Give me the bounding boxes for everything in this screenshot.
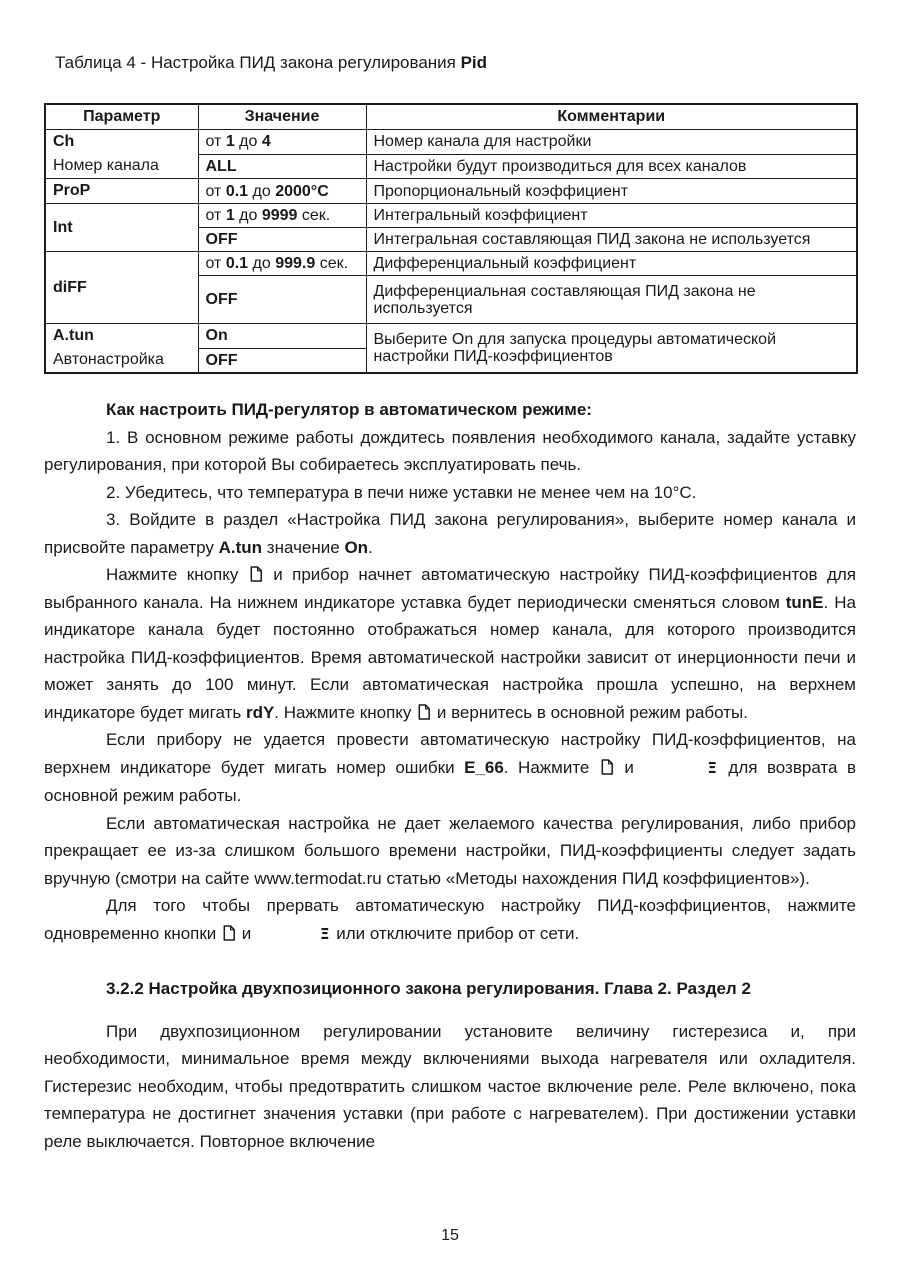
para-error: Если прибору не удается провести автоматическую настройку ПИД-коэффициентов, на верхнем индикаторе будет мигать номер ошибки E_66. Нажмите и Ξ для возврата в основной режим работы.: [44, 730, 856, 805]
param-diff-cell: [45, 252, 198, 324]
howto-heading: Как настроить ПИД-регулятор в автоматическом режиме:: [106, 400, 592, 419]
section-heading: 3.2.2 Настройка двухпозиционного закона регулирования. Глава 2. Раздел 2: [106, 979, 751, 998]
comment-cell: Интегральный коэффициент: [366, 204, 857, 228]
page-button-icon: [418, 704, 430, 720]
para-manual: Если автоматическая настройка не дает желаемого качества регулирования, либо прибор прекращает ее из-за слишком большого времени настройки, ПИД-коэффициенты следует задать вручную (смотри на сайте www.termodat.ru статью «Методы нахождения ПИД коэффициентов»).: [44, 813, 856, 888]
menu-button-icon: Ξ: [319, 924, 330, 943]
para-autotune: Нажмите кнопку и прибор начнет автоматическую настройку ПИД-коэффициентов для выбранного канала. На нижнем индикаторе уставка будет периодически сменяться словом tunE. На индикаторе канала будет постоянно отображаться номер канала, для которого производится настройка ПИД-коэффициентов. Время автоматической настройки зависит от инерционности печи и может занять до 100 минут. Если автоматическая настройка прошла успешно, на верхнем индикаторе будет мигать rdY. Нажмите кнопку и вернитесь в основной режим работы.: [44, 565, 857, 722]
page-number: 15: [441, 1227, 459, 1244]
page-button-icon: [223, 925, 235, 941]
value-cell: ALL: [198, 154, 366, 179]
param-label: Номер канала: [53, 157, 159, 174]
value-cell: OFF: [198, 276, 366, 324]
comment-cell: Выберите On для запуска процедуры автоматической настройки ПИД-коэффициентов: [366, 324, 857, 374]
col-header-value: Значение: [198, 104, 366, 130]
table-row: [45, 324, 857, 349]
table-row: [45, 179, 857, 204]
param-int-cell: [45, 204, 198, 252]
table-header-row: [45, 104, 857, 130]
value-cell: от 1 до 9999 сек.: [198, 204, 366, 228]
param-name: Ch: [53, 133, 75, 150]
col-header-parameter: Параметр: [45, 104, 198, 130]
comment-cell: Пропорциональный коэффициент: [366, 179, 857, 204]
table-row: [45, 204, 857, 228]
pid-settings-table: [44, 103, 858, 374]
value-cell: от 1 до 4: [198, 130, 366, 155]
para-twopos: При двухпозиционном регулировании установите величину гистерезиса и, при необходимости, минимальное время между включениями выхода нагревателя или охладителя. Гистерезис необходим, чтобы предотвратить слишком частое включение реле. Реле включено, пока температура не достигнет значения уставки (при работе с нагревателем). При достижении уставки реле выключается. Повторное включение: [44, 1021, 856, 1151]
param-name: ProP: [53, 182, 91, 199]
table-row: [45, 252, 857, 276]
menu-button-icon: Ξ: [707, 758, 717, 777]
body-text: [44, 396, 856, 1155]
param-atun-cell: [45, 324, 198, 374]
comment-cell: Номер канала для настройки: [366, 130, 857, 155]
param-prop-cell: [45, 179, 198, 204]
comment-cell: Дифференциальная составляющая ПИД закона не используется: [366, 276, 857, 324]
table-row: [45, 130, 857, 155]
para-abort: Для того чтобы прервать автоматическую настройку ПИД-коэффициентов, нажмите одновременно кнопки и Ξ или отключите прибор от сети.: [44, 892, 856, 948]
param-name: diFF: [53, 278, 87, 296]
comment-cell: Дифференциальный коэффициент: [366, 252, 857, 276]
value-cell: OFF: [198, 348, 366, 373]
page-button-icon: [250, 566, 262, 582]
step-1: 1. В основном режиме работы дождитесь появления необходимого канала, задайте уставку регулирования, при которой Вы собираетесь эксплуатировать печь.: [44, 427, 856, 474]
step-3: 3. Войдите в раздел «Настройка ПИД закона регулирования», выберите номер канала и присвойте параметру A.tun значение On.: [44, 510, 856, 557]
table-caption: Таблица 4 - Настройка ПИД закона регулирования Pid: [55, 53, 488, 72]
comment-cell: Настройки будут производиться для всех каналов: [366, 154, 857, 179]
param-label: Автонастройка: [53, 351, 164, 368]
step-2: 2. Убедитесь, что температура в печи ниже уставки не менее чем на 10°С.: [106, 482, 697, 502]
page-button-icon: [601, 759, 613, 775]
value-cell: от 0.1 до 2000°С: [198, 179, 366, 204]
value-cell: от 0.1 до 999.9 сек.: [198, 252, 366, 276]
comment-cell: Интегральная составляющая ПИД закона не используется: [366, 228, 857, 252]
value-cell: OFF: [198, 228, 366, 252]
col-header-comments: Комментарии: [366, 104, 857, 130]
param-name: Int: [53, 218, 73, 236]
value-cell: On: [198, 324, 366, 349]
param-ch-cell: [45, 130, 198, 179]
param-name: A.tun: [53, 327, 94, 344]
